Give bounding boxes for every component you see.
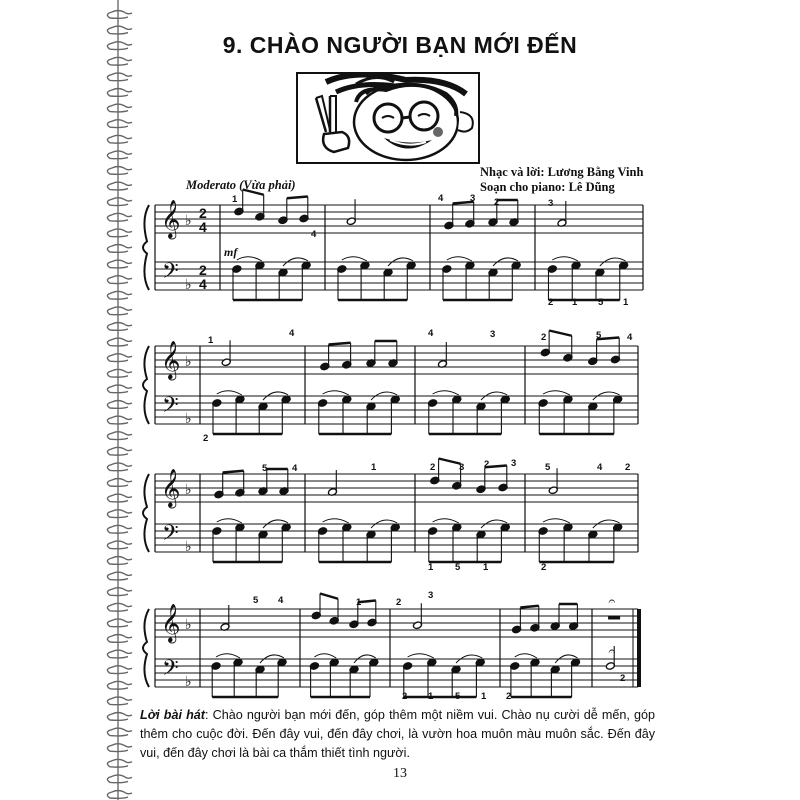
music-system [143,331,638,435]
flat-sign: ♭ [185,675,192,690]
fingering-number: 4 [438,193,444,204]
fingering-number: 3 [428,590,434,601]
fingering-number: 1 [356,597,362,608]
fingering-number: 4 [627,332,633,343]
treble-clef: 𝄞 [161,202,181,238]
beam [287,197,308,199]
fingering-number: 1 [371,462,377,473]
fingering-number: 2 [541,332,547,343]
slur [323,519,349,523]
fingering-number: 4 [278,595,284,606]
song-title: 9. CHÀO NGƯỜI BẠN MỚI ĐẾN [222,32,578,58]
slur [543,391,570,395]
fingering-number: 1 [428,691,434,702]
fingering-number: 1 [481,691,487,702]
staff-brace [143,346,149,424]
music-system [143,459,638,563]
fingering-number: 2 [625,462,631,473]
slur [237,257,262,261]
slur [515,654,537,658]
fingering-number: 5 [455,562,461,573]
slur [543,519,570,523]
staff-brace [143,609,149,687]
slur [314,654,336,658]
fingering-number: 1 [208,335,214,346]
time-signature-denominator: 4 [199,219,207,235]
arranger-credit: Soạn cho piano: Lê Dũng [480,180,615,194]
fingering-number: 1 [483,562,489,573]
treble-clef: 𝄞 [161,606,181,642]
slur [217,519,242,523]
fingering-number: 1 [572,297,578,308]
fingering-number: 5 [262,463,268,474]
fingering-number: 2 [203,433,209,444]
fingering-number: 1 [232,194,238,205]
time-signature-denominator: 4 [199,276,207,292]
fingering-number: 2 [494,197,500,208]
fingering-number: 2 [541,562,547,573]
beam [320,594,338,599]
flat-sign: ♭ [185,214,192,229]
lyrics-label: Lời bài hát [140,708,205,722]
fingering-number: 4 [292,463,298,474]
flat-sign: ♭ [185,540,192,555]
fingering-number: 3 [490,329,496,340]
fingering-number: 3 [459,462,465,473]
fingering-number: 1 [428,562,434,573]
fingering-number: 2 [430,462,436,473]
slur [408,654,434,658]
lyrics-paragraph [140,706,655,763]
slur [433,391,459,395]
fingering-number: 1 [623,297,629,308]
fingering-number: 4 [597,462,603,473]
fingering-number: 2 [620,673,626,684]
flat-sign: ♭ [185,355,192,370]
fingering-number: 2 [506,691,512,702]
flat-sign: ♭ [185,278,192,293]
fingering-number: 5 [253,595,259,606]
final-barline [637,609,641,687]
beam [549,331,572,336]
slur [552,257,578,261]
fermata: 𝄐 [608,594,616,608]
lyrics-text: : Chào người bạn mới đến, góp thêm một niềm vui. Chào nụ cười dễ mến, góp thêm cho cuộc đời. Đến đây vui, đến đây chơi, là vườn hoa muôn màu muôn sắc. Đến đây vui, đến đây chơi là bài ca thắm thiết tình người. [140,708,655,760]
slur [217,391,242,395]
fingering-number: 2 [396,597,402,608]
beam [520,606,538,608]
staff-brace [143,474,149,552]
fingering-number: 5 [545,462,551,473]
time-signature-numerator: 2 [199,205,207,221]
treble-clef: 𝄞 [161,471,181,507]
whole-rest [608,616,620,620]
fingering-number: 5 [596,330,602,341]
fermata: 𝄐 [608,644,616,658]
fingering-number: 4 [311,229,317,240]
beam [243,190,264,195]
fingering-number: 2 [484,459,490,470]
bass-clef: 𝄢 [162,521,179,550]
fingering-number: 2 [548,297,554,308]
slur [216,654,240,658]
page-number: 13 [393,766,407,781]
beam [223,471,244,473]
fingering-number: 2 [402,691,408,702]
slur [323,391,349,395]
beam [439,459,461,464]
fingering-number: 5 [598,297,604,308]
dynamic-marking: mf [224,245,238,259]
tempo-marking: Moderato (Vừa phải) [186,178,296,192]
fingering-number: 3 [470,193,476,204]
staff-brace [143,205,149,290]
flat-sign: ♭ [185,412,192,427]
bass-clef: 𝄢 [162,656,179,685]
fingering-number: 4 [289,328,295,339]
music-system [143,190,643,301]
flat-sign: ♭ [185,483,192,498]
bass-clef: 𝄢 [162,259,179,288]
fingering-number: 5 [455,691,461,702]
fingering-number: 3 [511,458,517,469]
music-system [143,594,641,698]
treble-clef: 𝄞 [161,343,181,379]
flat-sign: ♭ [185,618,192,633]
slur [447,257,472,261]
slur [433,519,459,523]
time-signature-numerator: 2 [199,262,207,278]
fingering-number: 3 [548,198,554,209]
bass-clef: 𝄢 [162,393,179,422]
composer-credit: Nhạc và lời: Lương Bằng Vinh [480,165,644,179]
fingering-number: 4 [428,328,434,339]
beam [329,343,351,345]
slur [342,257,367,261]
